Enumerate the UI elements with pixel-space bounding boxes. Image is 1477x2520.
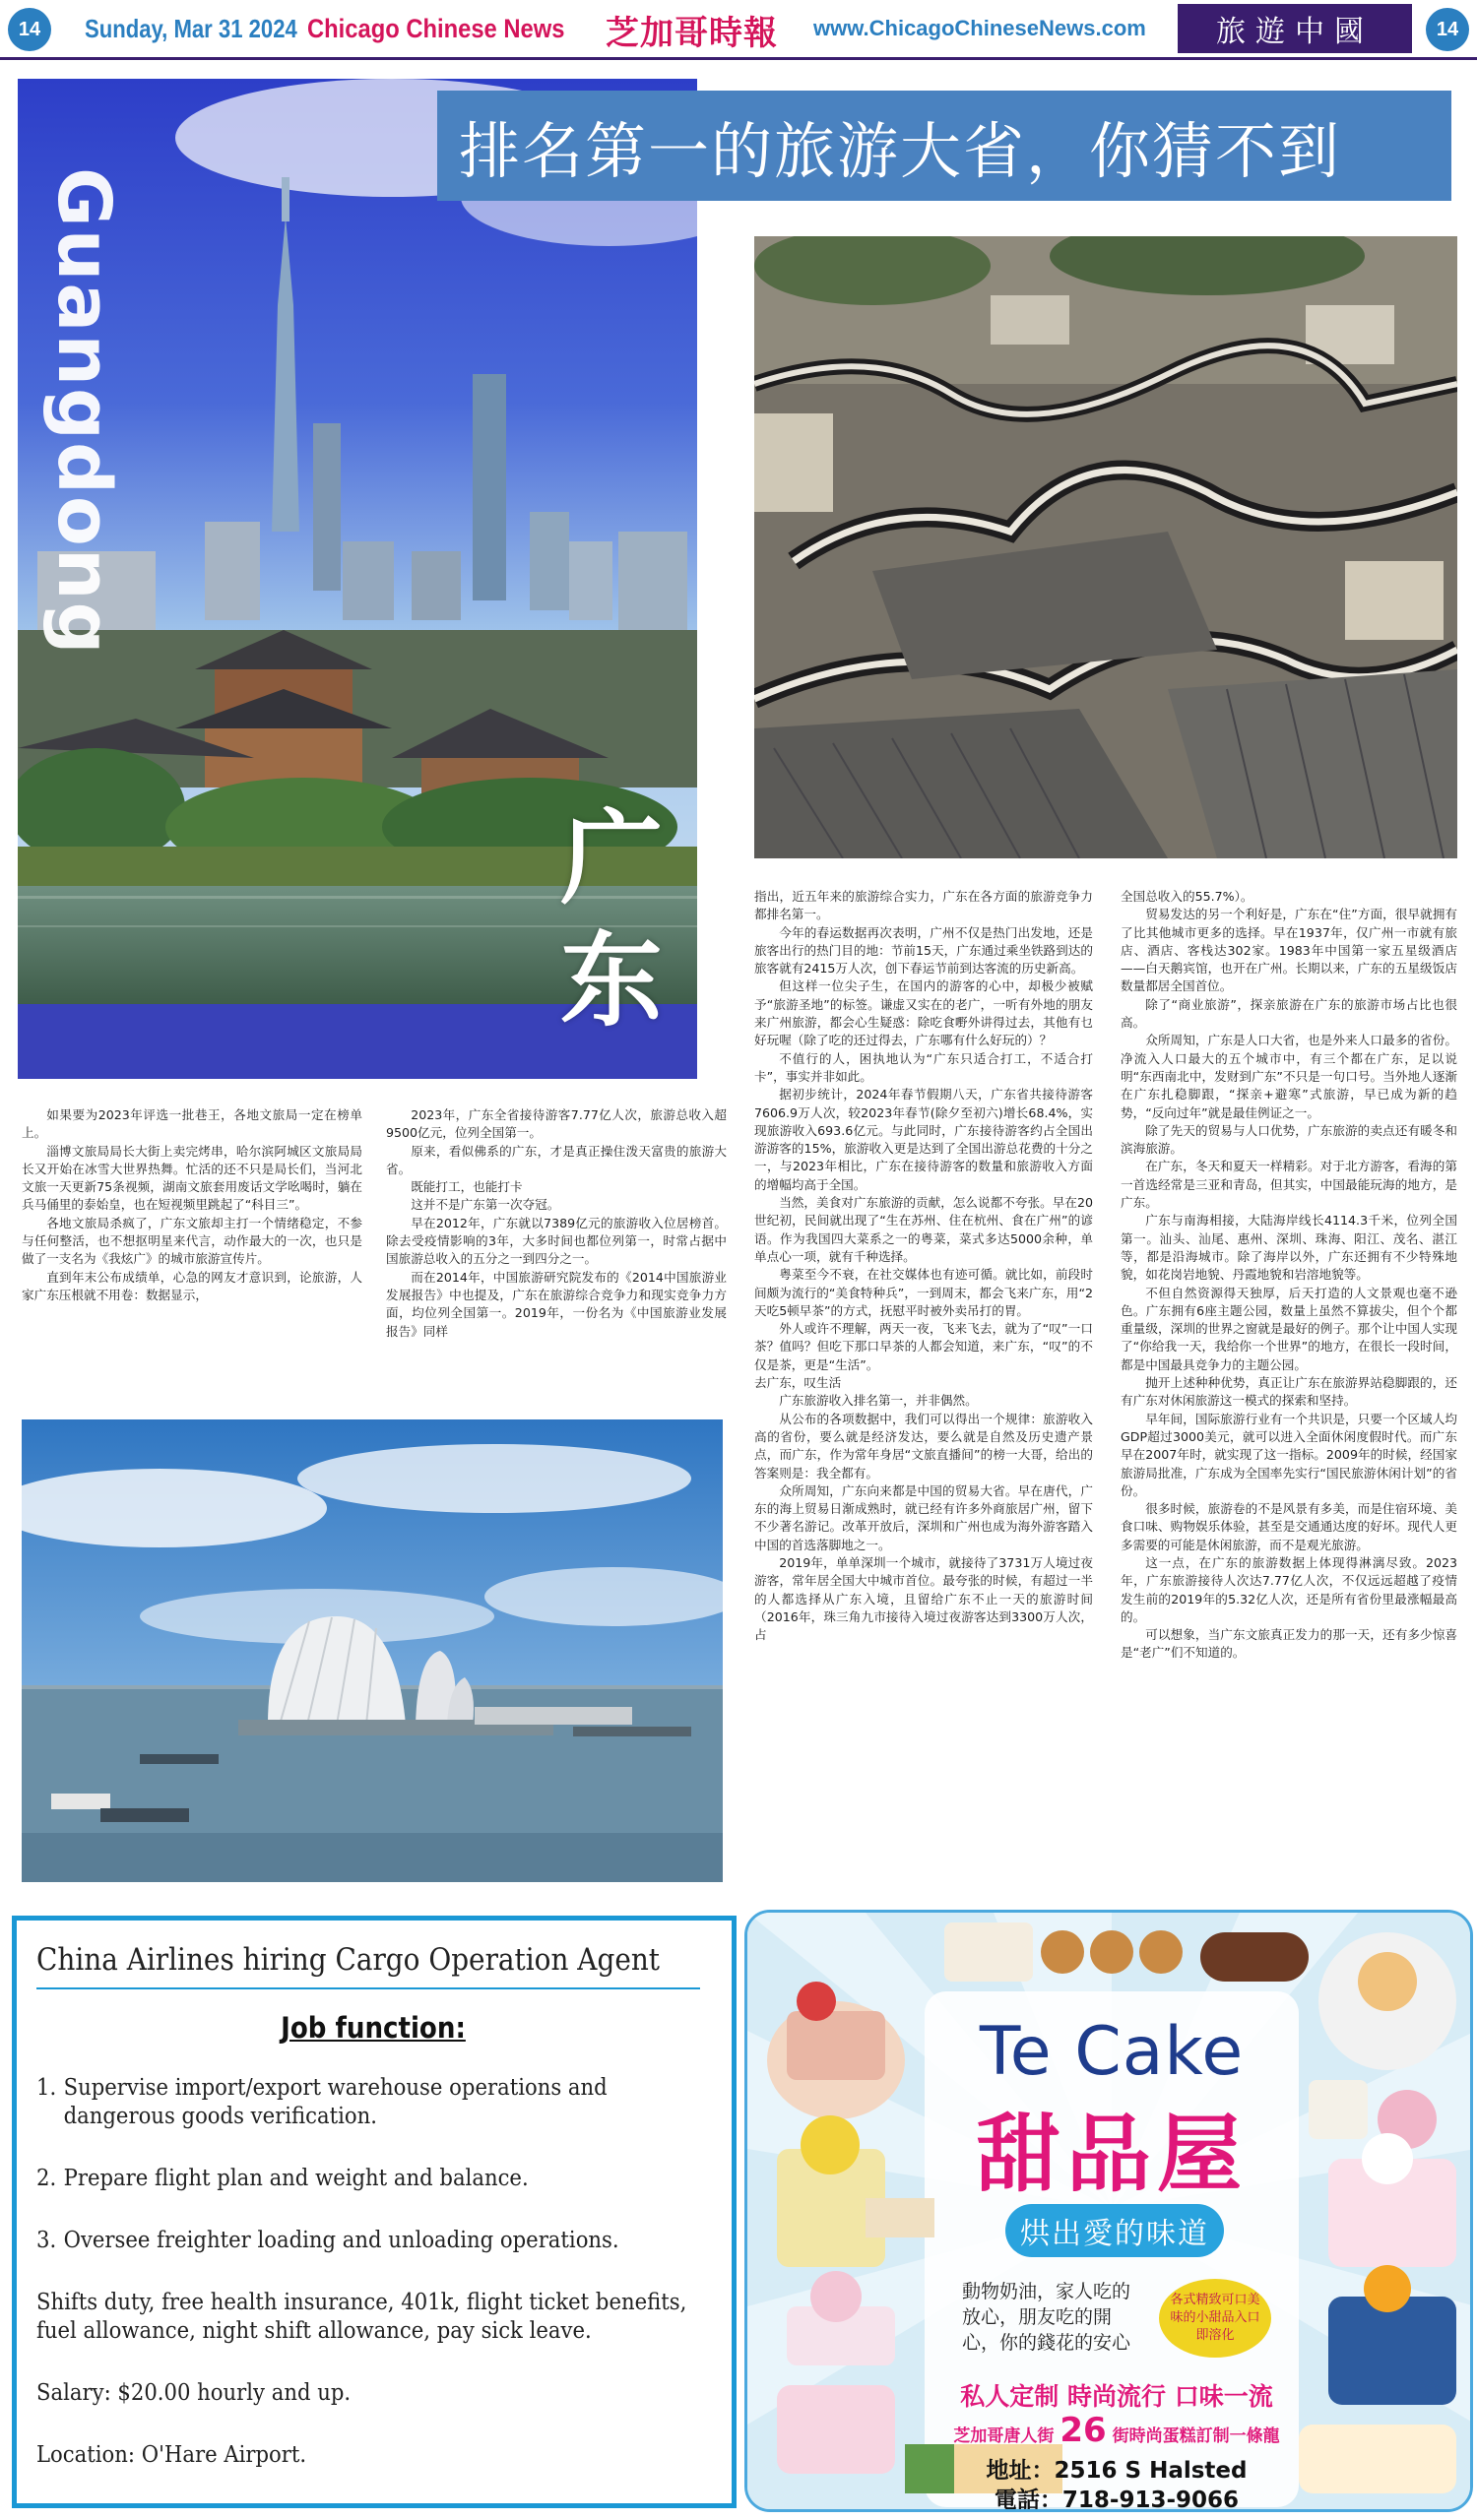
- paragraph: 从公布的各项数据中，我们可以得出一个规律：旅游收入高的省份，要么就是经济发达，要么就是自然及历史遗产景点，而广东，作为常年身居“文旅直播间”的榜一大哥，给出的答案则是：我全都有。: [754, 1411, 1093, 1480]
- cake-address: 地址：2516 S Halsted: [986, 2458, 1248, 2484]
- article-column-2: [386, 1106, 727, 1402]
- paragraph: 贸易发达的另一个利好是，广东在“住”方面，很早就拥有了比其他城市更多的选择。早在1937年，仅广州一市就有旅店、酒店、客栈达302家。1983年中国第一家五星级酒店——白天鹅宾馆，也开在广州。长期以来，广东的五星级饭店数量都居全国首位。: [1121, 907, 1457, 994]
- paragraph: 早在2012年，广东就以7389亿元的旅游收入位居榜首。除去受疫情影响的3年，大多时间也都位列第一，时常占据中国旅游总收入的五分之一到四分之一。: [386, 1215, 727, 1267]
- paragraph: 如果要为2023年评选一批巷王，各地文旅局一定在榜单上。: [22, 1107, 362, 1141]
- paragraph: 众所周知，广东向来都是中国的贸易大省。早在唐代，广东的海上贸易日渐成熟时，就已经有许多外商旅居广州，留下不少著名游记。改革开放后，深圳和广州也成为海外游客踏入中国的首选落脚地之一。: [754, 1482, 1093, 1552]
- cake-description: 動物奶油，家人吃的放心，朋友吃的開心，你的錢花的安心: [962, 2281, 1131, 2354]
- paragraph: 在广东，冬天和夏天一样精彩。对于北方游客，看海的第一首选经常是三亚和青岛，但其实，中国最能玩海的地方，是广东。: [1121, 1159, 1457, 1211]
- paragraph: 据初步统计，2024年春节假期八天，广东省共接待游客7606.9万人次，较2023年春节(除夕至初六)增长68.4%，实现旅游收入693.6亿元。与此同时，广东接待游客约占全国出游游客的15%，旅游收入更是达到了全国出游总花费的十分之一，与2023年相比，广东在接待游客的数量和旅游收入方面的增幅均高于全国。: [754, 1087, 1093, 1192]
- duty-number: 2.: [36, 2166, 57, 2191]
- paragraph: 广东旅游收入排名第一，并非偶然。: [779, 1393, 978, 1409]
- article-column-3: [754, 888, 1093, 1898]
- cake-tagline: 私人定制 時尚流行 口味一流: [960, 2382, 1273, 2411]
- cake-shop-name: Te Cake: [979, 2013, 1245, 2091]
- page-number-left: 14: [8, 8, 51, 51]
- paragraph: 指出，近五年来的旅游综合实力，广东在各方面的旅游竞争力都排名第一。: [754, 889, 1093, 922]
- job-benefits: Shifts duty, free health insurance, 401k, flight ticket benefits, fuel allowance, night shift allowance, pay sick leave.: [36, 2290, 687, 2344]
- photo-hakka-village: [754, 236, 1457, 858]
- paragraph: 全国总收入的55.7%）。: [1121, 889, 1253, 904]
- page-number-right: 14: [1426, 8, 1469, 51]
- paragraph: 今年的春运数据再次表明，广州不仅是热门出发地，还是旅客出行的热门目的地：节前15天，广东通过乘坐铁路到达的旅客就有2415万人次，创下春运节前到达客流的历史新高。: [754, 924, 1093, 976]
- paragraph: 不但自然资源得天独厚，后天打造的人文景观也毫不逊色。广东拥有6座主题公园，数量上虽然不算拔尖，但个个都重量级，深圳的世界之窗就是最好的例子。那个让中国人实现了“你给我一天，我给你一个世界”的地方，在很长一段时间，都是中国最具竞争力的主题公园。: [1121, 1285, 1457, 1372]
- newspaper-name: Chicago Chinese News: [307, 14, 565, 43]
- paragraph: 早年间，国际旅游行业有一个共识是，只要一个区域人均GDP超过3000美元，就可以进入全面休闲度假时代。而广东早在2007年时，就实现了这一指标。2009年的时候，经国家旅游局批准，广东成为全国率先实行“国民旅游休闲计划”的省份。: [1121, 1411, 1457, 1498]
- photo-zhuhai-opera-house: [22, 1419, 723, 1882]
- duty-text: Oversee freighter loading and unloading operations.: [63, 2228, 619, 2253]
- article-title: 排名第一的旅游大省，你猜不到: [437, 91, 1451, 201]
- paragraph: 2023年，广东全省接待游客7.77亿人次，旅游总收入超9500亿元，位列全国第一。: [386, 1107, 727, 1141]
- feature-image-guangzhou: [18, 79, 715, 1079]
- job-salary: Salary: $20.00 hourly and up.: [36, 2380, 352, 2406]
- cake-shop-name-cn: 甜品屋: [976, 2106, 1248, 2204]
- duty-number: 3.: [36, 2228, 57, 2253]
- paragraph: 各地文旅局杀疯了，广东文旅却主打一个情绪稳定，不参与任何整活，也不想抠明星来代言，动作最大的一次，也只是做了一支名为《我炫广》的城市旅游宣传片。: [22, 1215, 362, 1267]
- job-duty-item: [36, 2165, 718, 2193]
- paragraph: 除了“商业旅游”，探亲旅游在广东的旅游市场占比也很高。: [1121, 996, 1457, 1031]
- cake-badge: 各式精致可口美味的小甜品入口即溶化: [1159, 2279, 1271, 2358]
- paragraph: 众所周知，广东是人口大省，也是外来人口最多的省份。净流入人口最大的五个城市中，有三个都在广东，足以说明“东西南北中，发财到广东”不只是一句口号。当外地人逐渐在广东扎稳脚跟，“探亲+避寒”式旅游，早已成为新的趋势，“反向过年”就是最佳例证之一。: [1121, 1033, 1457, 1120]
- issue-date: Sunday, Mar 31 2024: [85, 14, 297, 43]
- article-column-1: [22, 1106, 362, 1402]
- page-header: [0, 0, 1477, 59]
- paragraph: 当然，美食对广东旅游的贡献，怎么说都不夸张。早在20世纪初，民间就出现了“生在苏州、住在杭州、食在广州”的谚语。作为我国四大菜系之一的粤菜，菜式多达5000余种，单单点心一项，就有千种选择。: [754, 1195, 1093, 1264]
- job-ad-rule: [36, 1987, 700, 1989]
- job-duty-item: [36, 2227, 718, 2255]
- cake-phone[interactable]: 電話：718-913-9066: [994, 2488, 1240, 2512]
- article-column-4: [1121, 888, 1457, 1898]
- job-ad-heading: China Airlines hiring Cargo Operation Agent: [36, 1942, 661, 1978]
- paragraph: 2019年，单单深圳一个城市，就接待了3731万人境过夜游客，常年居全国大中城市首位。最夸张的时候，有超过一半的人都选择从广东入境，且留给广东不止一天的旅游时间（2016年，珠三角九市接待入境过夜游客达到3300万人次，占: [754, 1554, 1093, 1643]
- paragraph: 淄博文旅局局长大街上卖完烤串，哈尔滨阿城区文旅局局长又开始在冰雪大世界热舞。忙活的还不只是局长们，当河北文旅一天更新75条视频，湖南文旅套用废话文学吆喝时，躺在兵马俑里的泰始皇，也在短视频里跳起了“科目三”。: [22, 1143, 362, 1213]
- feature-label-cn: 广东: [559, 798, 663, 1040]
- subheading: 去广东，叹生活: [754, 1375, 842, 1391]
- cake-location-suffix: 街時尚蛋糕訂制一條龍: [1112, 2426, 1280, 2446]
- section-label: 旅遊中國: [1178, 4, 1412, 53]
- job-function-heading: Job function:: [281, 2011, 466, 2045]
- paragraph: 广东与南海相接，大陆海岸线长4114.3千米，位列全国第一。汕头、汕尾、惠州、深圳、珠海、阳江、茂名、湛江等，都是沿海城市。除了海岸以外，广东还拥有不少特殊地貌，如花岗岩地貌、丹霞地貌和岩溶地貌等。: [1121, 1213, 1457, 1283]
- header-rule: [0, 57, 1477, 60]
- paragraph: 这并不是广东第一次夺冠。: [411, 1197, 560, 1213]
- duty-text: Supervise import/export warehouse operations and dangerous goods verification.: [63, 2075, 608, 2129]
- newspaper-name-cn: 芝加哥時報: [606, 14, 778, 53]
- paragraph: 直到年末公布成绩单，心急的网友才意识到，论旅游，人家广东压根就不用卷：数据显示，: [22, 1269, 362, 1302]
- paragraph: 原来，看似佛系的广东，才是真正操住泼天富贵的旅游大省。: [386, 1143, 727, 1176]
- paragraph: 很多时候，旅游卷的不是风景有多美，而是住宿环境、美食口味、购物娱乐体验，甚至是交通通达度的好坏。现代人更多需要的可能是休闲旅游，而不是观光旅游。: [1121, 1501, 1457, 1552]
- paragraph: 外人或许不理解，两天一夜，飞来飞去，就为了“叹”一口茶？值吗？但吃下那口早茶的人都会知道，来广东，“叹”的不仅是茶，更是“生活”。: [754, 1321, 1093, 1372]
- feature-label-en: Guangdong: [41, 167, 126, 657]
- ad-china-airlines-job: [12, 1916, 737, 2508]
- ad-te-cake: [744, 1910, 1473, 2512]
- duty-number: 1.: [36, 2075, 57, 2101]
- paragraph: 抛开上述种种优势，真正让广东在旅游界站稳脚跟的，还有广东对休闲旅游这一模式的探索和坚持。: [1121, 1375, 1457, 1409]
- newspaper-url[interactable]: www.ChicagoChineseNews.com: [813, 16, 1146, 40]
- paragraph: 这一点，在广东的旅游数据上体现得淋漓尽致。2023年，广东旅游接待人次达7.77亿人次，不仅远远超越了疫情发生前的2019年的5.32亿人次，还是所有省份里最涨幅最高的。: [1121, 1554, 1457, 1624]
- cake-location-prefix: 芝加哥唐人街: [953, 2426, 1055, 2446]
- paragraph: 而在2014年，中国旅游研究院发布的《2014中国旅游业发展报告》中也提及，广东在旅游综合竞争力和现实竞争力方面，均位列全国第一。2019年，一份名为《中国旅游业发展报告》同样: [386, 1269, 727, 1339]
- paragraph: 不值行的人，困执地认为“广东只适合打工，不适合打卡”，事实并非如此。: [754, 1050, 1093, 1084]
- cake-location-line: [934, 2411, 1299, 2450]
- job-duty-item: [36, 2074, 718, 2131]
- paragraph: 可以想象，当广东文旅真正发力的那一天，还有多少惊喜是“老广”们不知道的。: [1121, 1627, 1457, 1661]
- subheading: 既能打工，也能打卡: [411, 1179, 523, 1195]
- cake-slogan: 烘出愛的味道: [1005, 2204, 1224, 2257]
- paragraph: 粤菜至今不衰，在社交媒体也有迹可循。就比如，前段时间颇为流行的“美食特种兵”，一到周末，都会飞来广东，用“2天吃5顿早茶”的方式，抚慰平时被外卖吊打的胃。: [754, 1267, 1093, 1318]
- paragraph: 除了先天的贸易与人口优势，广东旅游的卖点还有暖冬和滨海旅游。: [1121, 1122, 1457, 1157]
- job-location: Location: O'Hare Airport.: [36, 2442, 307, 2468]
- duty-text: Prepare flight plan and weight and balance.: [63, 2166, 529, 2191]
- cake-street-number: 26: [1060, 2411, 1107, 2450]
- paragraph: 但这样一位尖子生，在国内的游客的心中，却极少被赋予“旅游圣地”的标签。谦虚又实在的老广，一听有外地的朋友来广州旅游，都会心生疑惑：除吃食嘢外讲得过去，其他有乜好玩喔（除了吃的还过得去，广东哪有什么好玩的）？: [754, 978, 1093, 1048]
